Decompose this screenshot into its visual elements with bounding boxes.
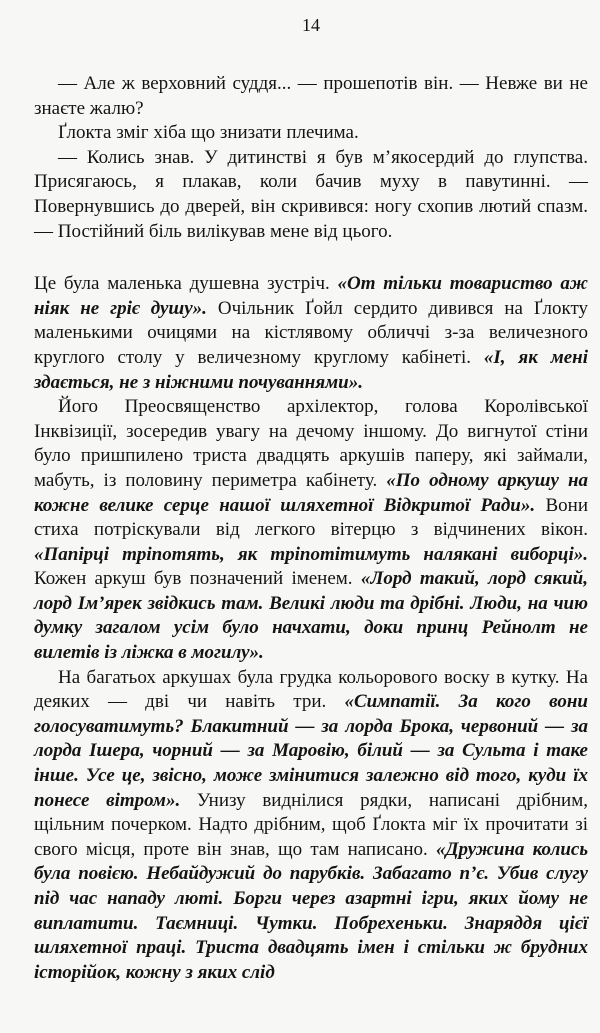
paragraph-archlector-thought-1: «По одному аркушу на кожне велике серце нашої шляхетної Відкритої Ради». bbox=[34, 469, 588, 516]
section-break bbox=[34, 244, 588, 272]
paragraph-wax-thought-1: «Симпатії. За кого вони голосуватимуть? Блакитний — за лорда Брока, червоний — за лорда Ішера, чорний — за Маровію, білий — за Сульта і таке інше. Усе це, звісно, може змінитися залежно від того, куди їх понесе вітром». bbox=[34, 691, 588, 811]
paragraph-meeting-text-2: Очільник Ґойл сердито дивився на Ґлокту маленькими очицями на кістлявому обличчі з-за величезного круглого столу у величезному круглому кабінеті. bbox=[34, 297, 588, 368]
dialogue-paragraph-1: — Але ж верховний суддя... — прошепотів він. — Невже ви не знаєте жалю? bbox=[34, 73, 588, 119]
narration-paragraph-1: Ґлокта зміг хіба що знизати плечима. bbox=[58, 122, 359, 144]
page-number: 14 bbox=[302, 15, 320, 35]
paragraph-meeting-text-1: Це була маленька душевна зустріч. bbox=[34, 273, 338, 295]
paragraph-archlector-text-3: Кожен аркуш був позначений іменем. bbox=[34, 568, 361, 590]
paragraph-wax-thought-2: «Дружина колись була повією. Небайдужий до парубків. Забагато п’є. Убив слугу під час нападу люті. Борги через азартні ігри, яких йому не виплатити. Таємниці. Чутки. Побрехеньки. Знаряддя цієї шляхетної праці. Триста двадцять імен і стільки ж брудних історійок, кожну з яких слід bbox=[34, 838, 589, 983]
paragraph-meeting-thought-2: «І, як мені здається, не з ніжними почуваннями». bbox=[34, 346, 588, 393]
paragraph-archlector-text-2: Вони стиха потріскували від легкого вітерцю з відчинених вікон. bbox=[34, 494, 588, 541]
paragraph-wax-text-2: Унизу виднілися рядки, написані дрібним, щільним почерком. Надто дрібним, щоб Ґлокта міг їх прочитати зі свого місця, проте він знав, що там написано. bbox=[34, 789, 588, 860]
paragraph-archlector-text-1: Його Преосвященство архілектор, голова Королівської Інквізиції, зосередив увагу на дечому іншому. До вигнутої стіни було пришпилено триста двадцять аркушів паперу, які займали, мабуть, із половину периметра кабінету. bbox=[34, 396, 588, 491]
paragraph-meeting-thought-1: «От тільки товариство аж ніяк не гріє душу». bbox=[34, 273, 588, 319]
paragraph-meeting bbox=[34, 272, 588, 395]
paragraph-archlector-thought-3: «Лорд такий, лорд сякий, лорд Ім’ярек звідкись там. Великі люди та дрібні. Люди, на чию думку загалом усім було начхати, доки принц Рейнолт не вилетів із ліжка в могилу». bbox=[34, 568, 588, 664]
paragraph-wax-text-1: На багатьох аркушах була грудка кольорового воску в кутку. На деяких — дві чи навіть три. bbox=[34, 666, 588, 713]
paragraph-archlector-thought-2: «Папірці тріпотять, як тріпотітимуть налякані виборці». bbox=[34, 543, 588, 565]
paragraph-archlector bbox=[34, 395, 588, 666]
dialogue-paragraph-2: — Колись знав. У дитинстві я був м’якосердий до глупства. Присягаюсь, я плакав, коли бачив муху в павутинні. — Повернувшись до дверей, він скривився: ногу схопив лютий спазм. — Постійний біль вилікував мене від цього. bbox=[34, 146, 588, 242]
paragraph-wax bbox=[34, 666, 588, 986]
